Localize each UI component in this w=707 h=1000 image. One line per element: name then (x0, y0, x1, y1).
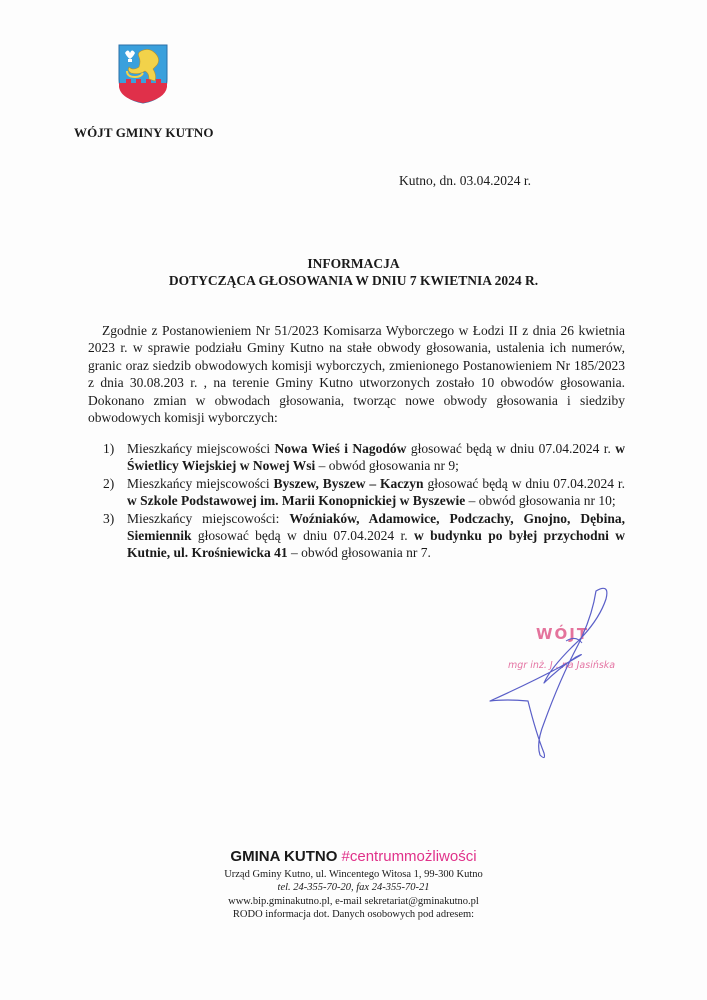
list-text: – obwód głosowania nr 10; (465, 493, 616, 509)
list-text: – obwód głosowania nr 9; (315, 458, 459, 474)
document-subtitle: DOTYCZĄCA GŁOSOWANIA W DNIU 7 KWIETNIA 2024 R. (168, 273, 539, 288)
stamp-title: WÓJT (536, 625, 590, 643)
document-title: INFORMACJA (307, 256, 400, 271)
list-item (103, 510, 625, 562)
list-location: w Świetlicy Wiejskiej w Nowej Wsi (127, 441, 626, 474)
list-text: Mieszkańcy miejscowości (127, 475, 274, 491)
footer-brand (0, 848, 707, 865)
list-text: głosować będą w dniu 07.04.2024 r. (423, 475, 625, 491)
place-date: Kutno, dn. 03.04.2024 r. (399, 173, 532, 188)
list-number: 3) (103, 510, 115, 526)
footer-rodo: RODO informacja dot. Danych osobowych pod adresem: (232, 909, 475, 920)
list-text: głosować będą w dniu 07.04.2024 r. (406, 441, 616, 456)
coat-of-arms-icon (117, 43, 169, 105)
footer-brand-hashtag: #centrummożliwości (341, 848, 477, 865)
list-item (103, 440, 625, 475)
polling-station-list (103, 440, 625, 562)
body-text (88, 322, 625, 426)
handwritten-signature (480, 583, 640, 763)
footer-web-email[interactable]: www.bip.gminakutno.pl, e-mail sekretariat@gminakutno.pl (228, 896, 479, 907)
list-number: 1) (103, 441, 115, 456)
list-text: – obwód głosowania nr 7. (287, 545, 431, 561)
list-item (103, 475, 625, 510)
list-villages: Byszew, Byszew – Kaczyn (273, 475, 424, 491)
intro-paragraph: Zgodnie z Postanowieniem Nr 51/2023 Komisarza Wyborczego w Łodzi II z dnia 26 kwietnia 2023 r. w sprawie podziału Gminy Kutno na stałe obwody głosowania, ustalenia ich numerów, granic oraz siedzib obwodowych komisji wyborczych, zmienionego Postanowieniem Nr 185/2023 z dnia 30.08.203 r. , na terenie Gminy Kutno utworzonych zostało 10 obwodów głosowania. Dokonano zmian w obwodach głosowania, tworząc nowe obwody głosowania i siedziby obwodowych komisji wyborczych: (88, 323, 625, 426)
list-villages: Nowa Wieś i Nagodów (274, 441, 407, 456)
footer-phone: tel. 24-355-70-20, fax 24-355-70-21 (277, 882, 430, 893)
footer-address: Urząd Gminy Kutno, ul. Wincentego Witosa 1, 99-300 Kutno (224, 869, 483, 880)
list-text: Mieszkańcy miejscowości: (127, 510, 290, 526)
list-location: w Szkole Podstawowej im. Marii Konopnickiej w Byszewie (127, 493, 466, 509)
footer-brand-name: GMINA KUTNO (230, 848, 338, 865)
list-location: w budynku po byłej przychodni w Kutnie, ul. Krośniewicka 41 (127, 528, 625, 561)
list-villages: Woźniaków, Adamowice, Podczachy, Gnojno, Dębina, Siemiennik (127, 510, 625, 544)
list-text: głosować będą w dniu 07.04.2024 r. (191, 528, 414, 544)
issuer-heading: WÓJT GMINY KUTNO (74, 125, 214, 140)
stamp-name: mgr inż. J...na Jasińska (508, 660, 616, 671)
list-number: 2) (103, 475, 115, 491)
list-text: Mieszkańcy miejscowości (127, 441, 275, 456)
